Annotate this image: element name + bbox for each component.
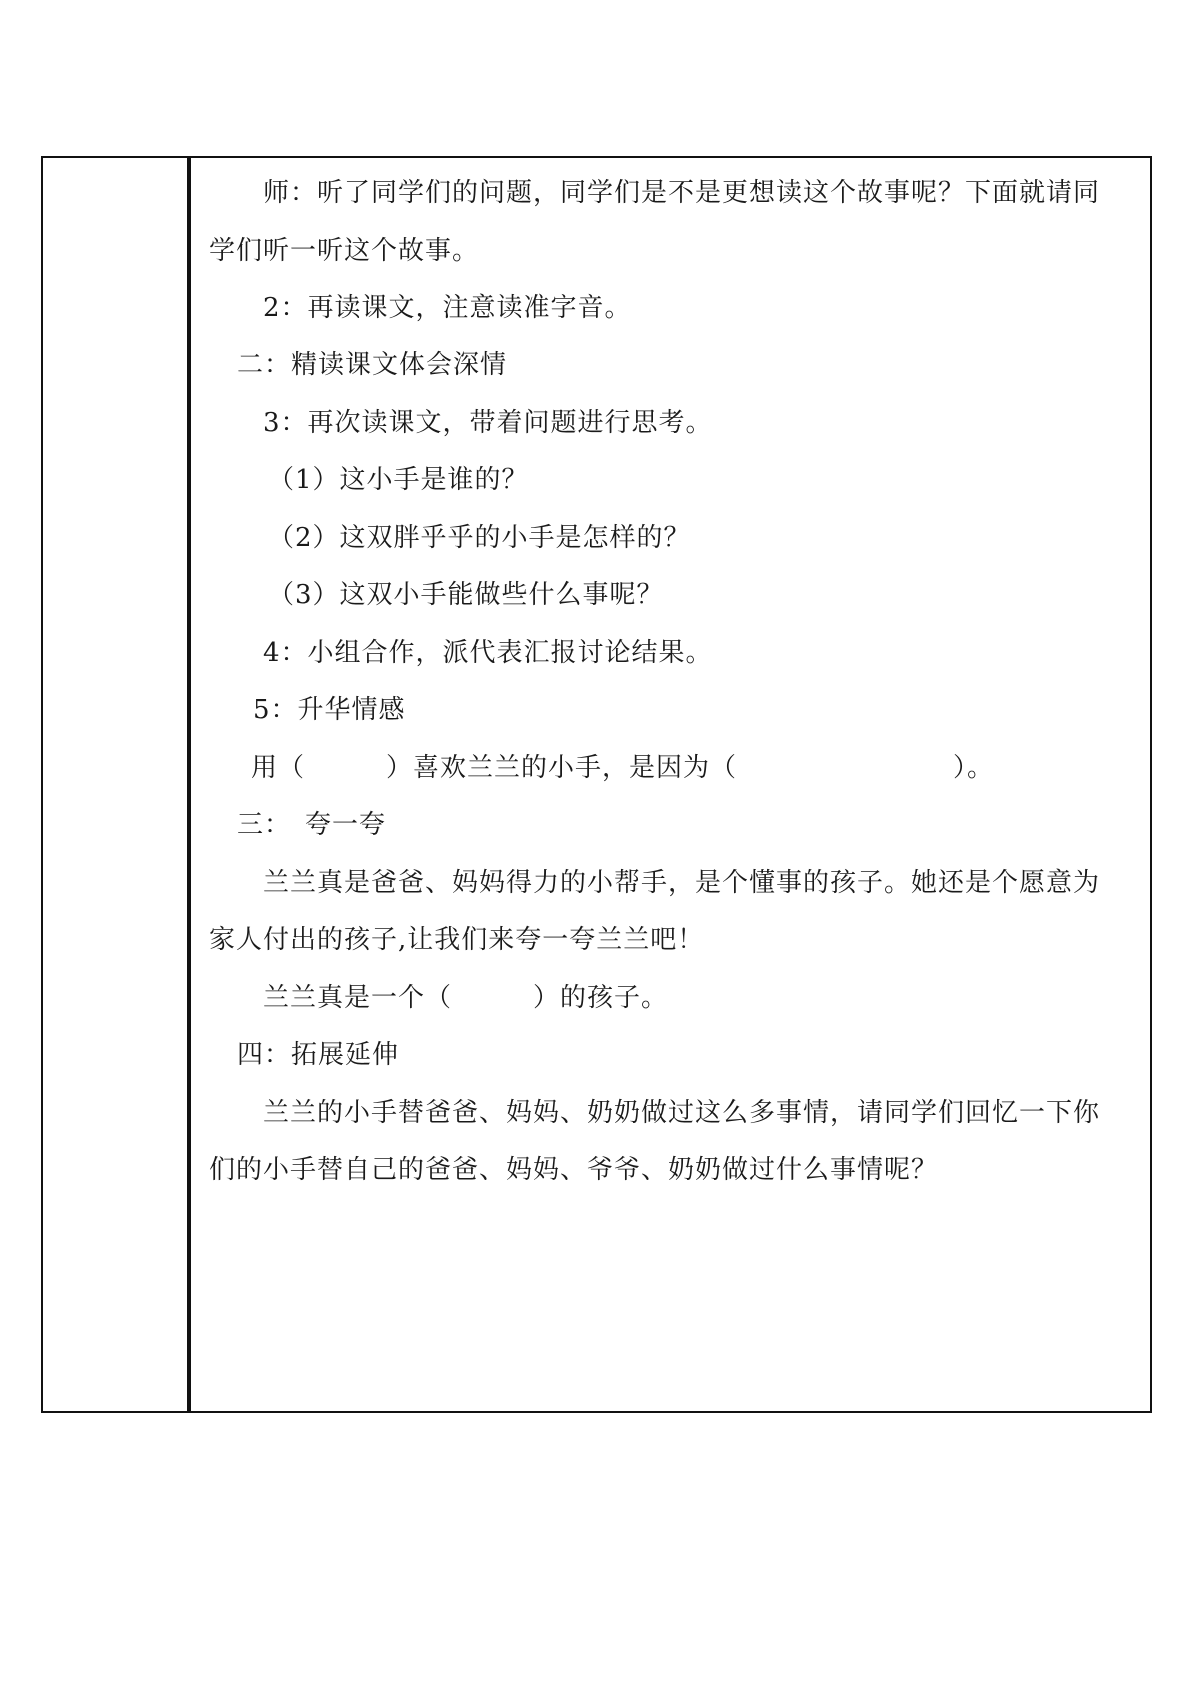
paragraph-line: 兰兰的小手替爸爸、妈妈、奶奶做过这么多事情，请同学们回忆一下你 [263, 1098, 1101, 1128]
question-item: （1）这小手是谁的？ [268, 465, 529, 495]
paragraph-line: 师：听了同学们的问题，同学们是不是更想读这个故事呢？下面就请同 [263, 178, 1101, 208]
paragraph-line: 们的小手替自己的爸爸、妈妈、爷爷、奶奶做过什么事情呢？ [209, 1155, 939, 1185]
fill-blank-line: 兰兰真是一个（ ）的孩子。 [263, 983, 669, 1013]
paragraph-line: 2：再读课文，注意读准字音。 [263, 293, 632, 323]
paragraph-line: 家人付出的孩子,让我们来夸一夸兰兰吧！ [209, 925, 705, 955]
lesson-table [41, 156, 1152, 1413]
section-heading: 三： 夸一夸 [237, 810, 387, 840]
paragraph-line: 3：再次读课文，带着问题进行思考。 [263, 408, 713, 438]
fill-blank-line: 用（ ）喜欢兰兰的小手，是因为（ ）。 [251, 753, 995, 783]
left-column-cell [43, 158, 191, 1411]
paragraph-line: 兰兰真是爸爸、妈妈得力的小帮手，是个懂事的孩子。她还是个愿意为 [263, 868, 1101, 898]
paragraph-line: 学们听一听这个故事。 [209, 236, 480, 266]
paragraph-line: 5：升华情感 [253, 695, 406, 725]
paragraph-line: 4：小组合作，派代表汇报讨论结果。 [263, 638, 713, 668]
section-heading: 二：精读课文体会深情 [237, 350, 508, 380]
question-item: （3）这双小手能做些什么事呢？ [268, 580, 664, 610]
section-heading: 四：拓展延伸 [237, 1040, 400, 1070]
question-item: （2）这双胖乎乎的小手是怎样的？ [268, 523, 691, 553]
